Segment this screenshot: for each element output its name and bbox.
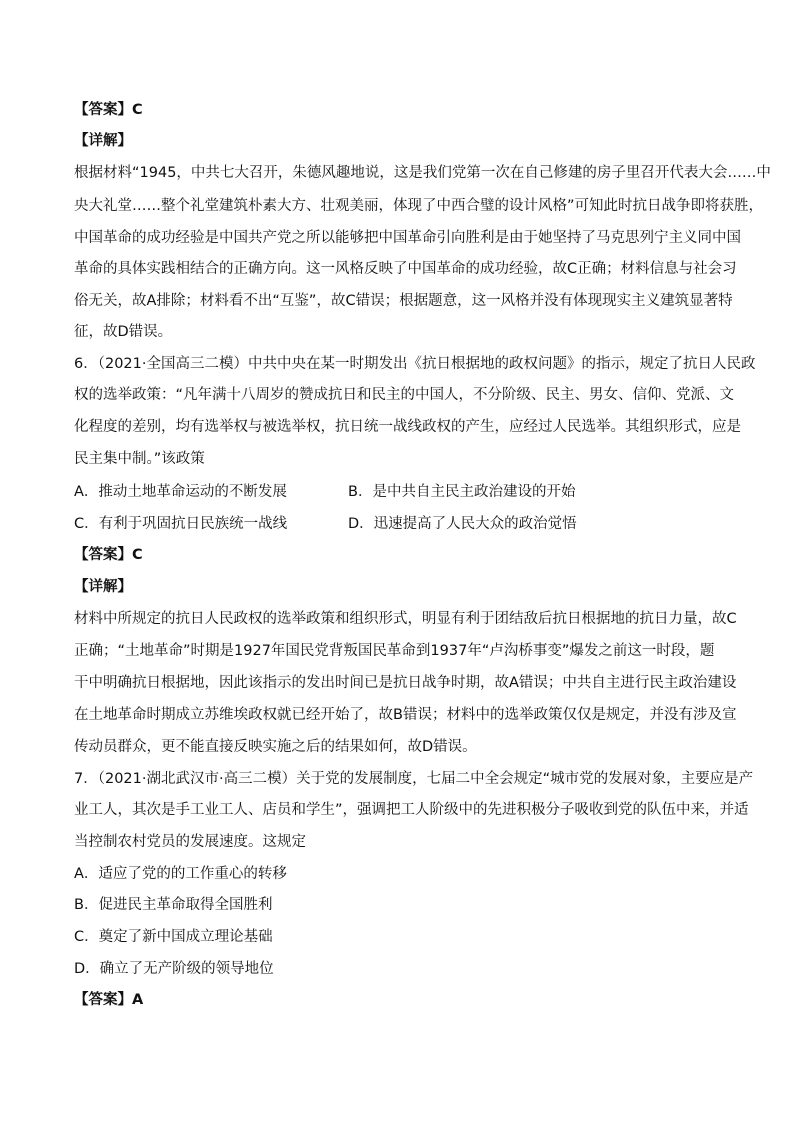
- option-a: A．适应了党的的工作重心的转移: [74, 866, 287, 882]
- option-a: A．推动土地革命运动的不断发展: [74, 484, 287, 500]
- question-stem-line: 当控制农村党员的发展速度。这规定: [74, 834, 306, 850]
- detail-text-line: 传动员群众，更不能直接反映实施之后的结果如何，故D错误。: [74, 739, 477, 755]
- question-stem-line: 权的选举政策：“凡年满十八周岁的赞成抗日和民主的中国人，不分阶级、民主、男女、信仰、党派、文: [74, 387, 735, 403]
- detail-text-line: 征，故D错误。: [74, 324, 173, 340]
- question-stem-line: 化程度的差别，均有选举权与被选举权，抗日统一战线政权的产生，应经过人民选举。其组织形式，应是: [74, 419, 741, 435]
- detail-text-line: 俗无关，故A排除；材料看不出“互鉴”，故C错误；根据题意，这一风格并没有体现现实主义建筑显著特: [74, 293, 733, 309]
- answer-label: 【答案】A: [74, 992, 144, 1008]
- question-stem-line: 6．（2021·全国高三二模）中共中央在某一时期发出《抗日根据地的政权问题》的指示，规定了抗日人民政: [74, 356, 756, 372]
- detail-text-line: 在土地革命时期成立苏维埃政权就已经开始了，故B错误；材料中的选举政策仅仅是规定，并没有涉及宣: [74, 707, 737, 723]
- question-stem-line: 7．（2021·湖北武汉市·高三二模）关于党的发展制度，七届二中全会规定“城市党的发展对象，主要应是产: [74, 771, 754, 787]
- question-stem-line: 业工人，其次是手工业工人、店员和学生”，强调把工人阶级中的先进积极分子吸收到党的队伍中来，并适: [74, 802, 749, 818]
- option-d: D．迅速提高了人民大众的政治觉悟: [348, 516, 577, 532]
- answer-label: 【答案】C: [74, 102, 143, 118]
- option-b: B．是中共自主民主政治建设的开始: [348, 484, 576, 500]
- answer-label: 【答案】C: [74, 547, 143, 563]
- detail-text-line: 革命的具体实践相结合的正确方向。这一风格反映了中国革命的成功经验，故C正确；材料信息与社会习: [74, 261, 737, 277]
- detail-label: 【详解】: [74, 579, 132, 595]
- detail-text-line: 干中明确抗日根据地，因此该指示的发出时间已是抗日战争时期，故A错误；中共自主进行民主政治建设: [74, 675, 737, 691]
- detail-label: 【详解】: [74, 133, 132, 149]
- detail-text-line: 央大礼堂……整个礼堂建筑朴素大方、壮观美丽，体现了中西合璧的设计风格”可知此时抗日战争即将获胜，: [74, 198, 764, 214]
- option-b: B．促进民主革命取得全国胜利: [74, 897, 273, 913]
- option-c: C．奠定了新中国成立理论基础: [74, 929, 273, 945]
- option-d: D．确立了无产阶级的领导地位: [74, 961, 274, 977]
- question-stem-line: 民主集中制。”该政策: [74, 451, 205, 467]
- detail-text-line: 根据材料“1945，中共七大召开，朱德风趣地说，这是我们党第一次在自己修建的房子里召开代表大会……中: [74, 165, 771, 181]
- detail-text-line: 正确；“土地革命”时期是1927年国民党背叛国民革命到1937年“卢沟桥事变”爆发之前这一时段，题: [74, 643, 715, 659]
- detail-text-line: 材料中所规定的抗日人民政权的选举政策和组织形式，明显有利于团结敌后抗日根据地的抗日力量，故C: [74, 611, 737, 627]
- detail-text-line: 中国革命的成功经验是中国共产党之所以能够把中国革命引向胜利是由于她坚持了马克思列宁主义同中国: [74, 230, 741, 246]
- option-c: C．有利于巩固抗日民族统一战线: [74, 516, 288, 532]
